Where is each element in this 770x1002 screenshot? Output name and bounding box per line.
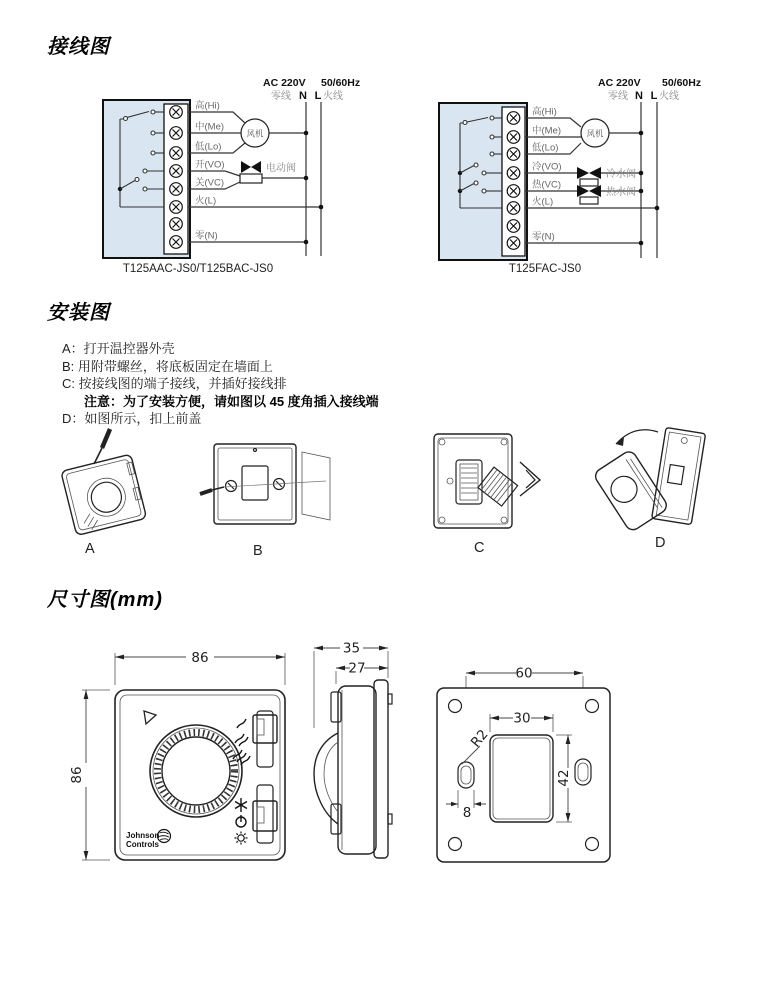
hot-valve-label: 热水阀 xyxy=(606,187,636,198)
slot-radius-dim: R2 xyxy=(467,726,492,751)
neutral-text-label: 零线 xyxy=(608,91,628,102)
power-frequency-label: 50/60Hz xyxy=(321,77,361,89)
installation-title: 安装图 xyxy=(47,302,110,324)
hot-valve-symbol xyxy=(577,185,601,204)
wall-sheet xyxy=(302,452,330,520)
install-step: B: 用附带螺丝，将底板固定在墙面上 xyxy=(62,358,273,374)
cold-valve-symbol xyxy=(577,167,601,186)
cutout-width-dim: 30 xyxy=(513,710,531,727)
figure-c-insert-terminal xyxy=(420,426,560,538)
neutral-letter-label: N xyxy=(299,90,307,102)
backplate xyxy=(652,427,706,524)
wiring-diagram-left xyxy=(95,72,405,277)
screwdriver-icon xyxy=(94,429,110,464)
install-step: A：打开温控器外壳 xyxy=(62,341,175,356)
power-voltage-label: AC 220V xyxy=(263,77,306,89)
slot-width-dim: 8 xyxy=(462,805,472,821)
terminal-label: 火(L) xyxy=(532,196,554,208)
front-width-dim: 86 xyxy=(191,650,209,666)
fan-label: 风机 xyxy=(586,128,604,139)
installation-steps xyxy=(62,340,379,428)
figure-b-mount-baseplate xyxy=(198,438,338,536)
wiring-diagram-right xyxy=(430,72,740,277)
install-step-note: 注意：为了安装方便，请如图以 45 度角插入接线端 xyxy=(84,393,379,409)
brand-name-line1: Johnson xyxy=(126,831,160,840)
terminal-label: 低(Lo) xyxy=(532,142,559,154)
front-cover xyxy=(593,449,670,533)
terminal-label: 冷(VO) xyxy=(532,161,562,173)
terminal-label: 中(Me) xyxy=(532,125,562,137)
terminal-label: 开(VO) xyxy=(195,159,225,171)
dimension-front-view xyxy=(60,635,300,870)
live-text-label: 火线 xyxy=(323,91,343,102)
power-frequency-label: 50/60Hz xyxy=(662,77,702,89)
valve-label: 电动阀 xyxy=(266,163,296,174)
figure-d-attach-cover xyxy=(596,420,714,540)
model-caption-right: T125FAC-JS0 xyxy=(508,263,582,275)
model-caption-left: T125AAC-JS0/T125BAC-JS0 xyxy=(122,263,274,275)
front-height-dim: 86 xyxy=(69,766,85,784)
figure-label-a: A xyxy=(85,541,95,557)
dimensions-title: 尺寸图(mm) xyxy=(47,589,163,611)
figure-label-c: C xyxy=(474,540,485,556)
terminal-label: 火(L) xyxy=(195,195,217,207)
valve-symbol xyxy=(240,161,262,183)
terminal-label: 零(N) xyxy=(195,230,218,242)
brand-name-line2: Controls xyxy=(126,840,159,849)
terminal-strip xyxy=(502,107,525,256)
power-voltage-label: AC 220V xyxy=(598,77,641,89)
fan-label: 风机 xyxy=(246,128,264,139)
install-step: D：如图所示，扣上前盖 xyxy=(62,411,202,427)
terminal-label: 低(Lo) xyxy=(195,141,222,153)
terminal-label: 高(Hi) xyxy=(195,100,220,112)
terminal-label: 中(Me) xyxy=(195,121,225,133)
terminal-connector xyxy=(456,460,482,504)
neutral-letter-label: N xyxy=(635,90,643,102)
live-text-label: 火线 xyxy=(659,91,679,102)
terminal-label: 高(Hi) xyxy=(532,106,557,118)
cold-valve-label: 冷水阀 xyxy=(606,169,636,180)
install-step: C: 按接线图的端子接线，并插好接线排 xyxy=(62,376,287,392)
thermostat-dial xyxy=(150,725,242,817)
terminal-labels xyxy=(532,106,562,243)
live-letter-label: L xyxy=(314,90,322,102)
dimension-backplate-view xyxy=(420,640,630,875)
rotate-arrow-icon xyxy=(616,430,658,446)
dial-knob-profile xyxy=(314,733,338,824)
screwdriver-icon xyxy=(200,487,224,494)
terminal-label: 零(N) xyxy=(532,231,555,243)
live-letter-label: L xyxy=(650,90,658,102)
side-overall-depth-dim: 35 xyxy=(342,640,361,657)
neutral-text-label: 零线 xyxy=(271,91,291,102)
figure-a-open-cover xyxy=(48,426,153,544)
terminal-label: 热(VC) xyxy=(532,179,562,191)
dimension-side-view xyxy=(300,628,410,870)
hole-spacing-dim: 60 xyxy=(515,665,533,682)
figure-label-b: B xyxy=(253,543,263,559)
insert-arrow-icon xyxy=(520,462,540,496)
figure-label-d: D xyxy=(655,535,666,551)
terminal-label: 关(VC) xyxy=(195,177,225,189)
side-body-depth-dim: 27 xyxy=(348,660,366,677)
cutout-height-dim: 42 xyxy=(556,769,572,787)
wiring-title: 接线图 xyxy=(47,36,110,58)
